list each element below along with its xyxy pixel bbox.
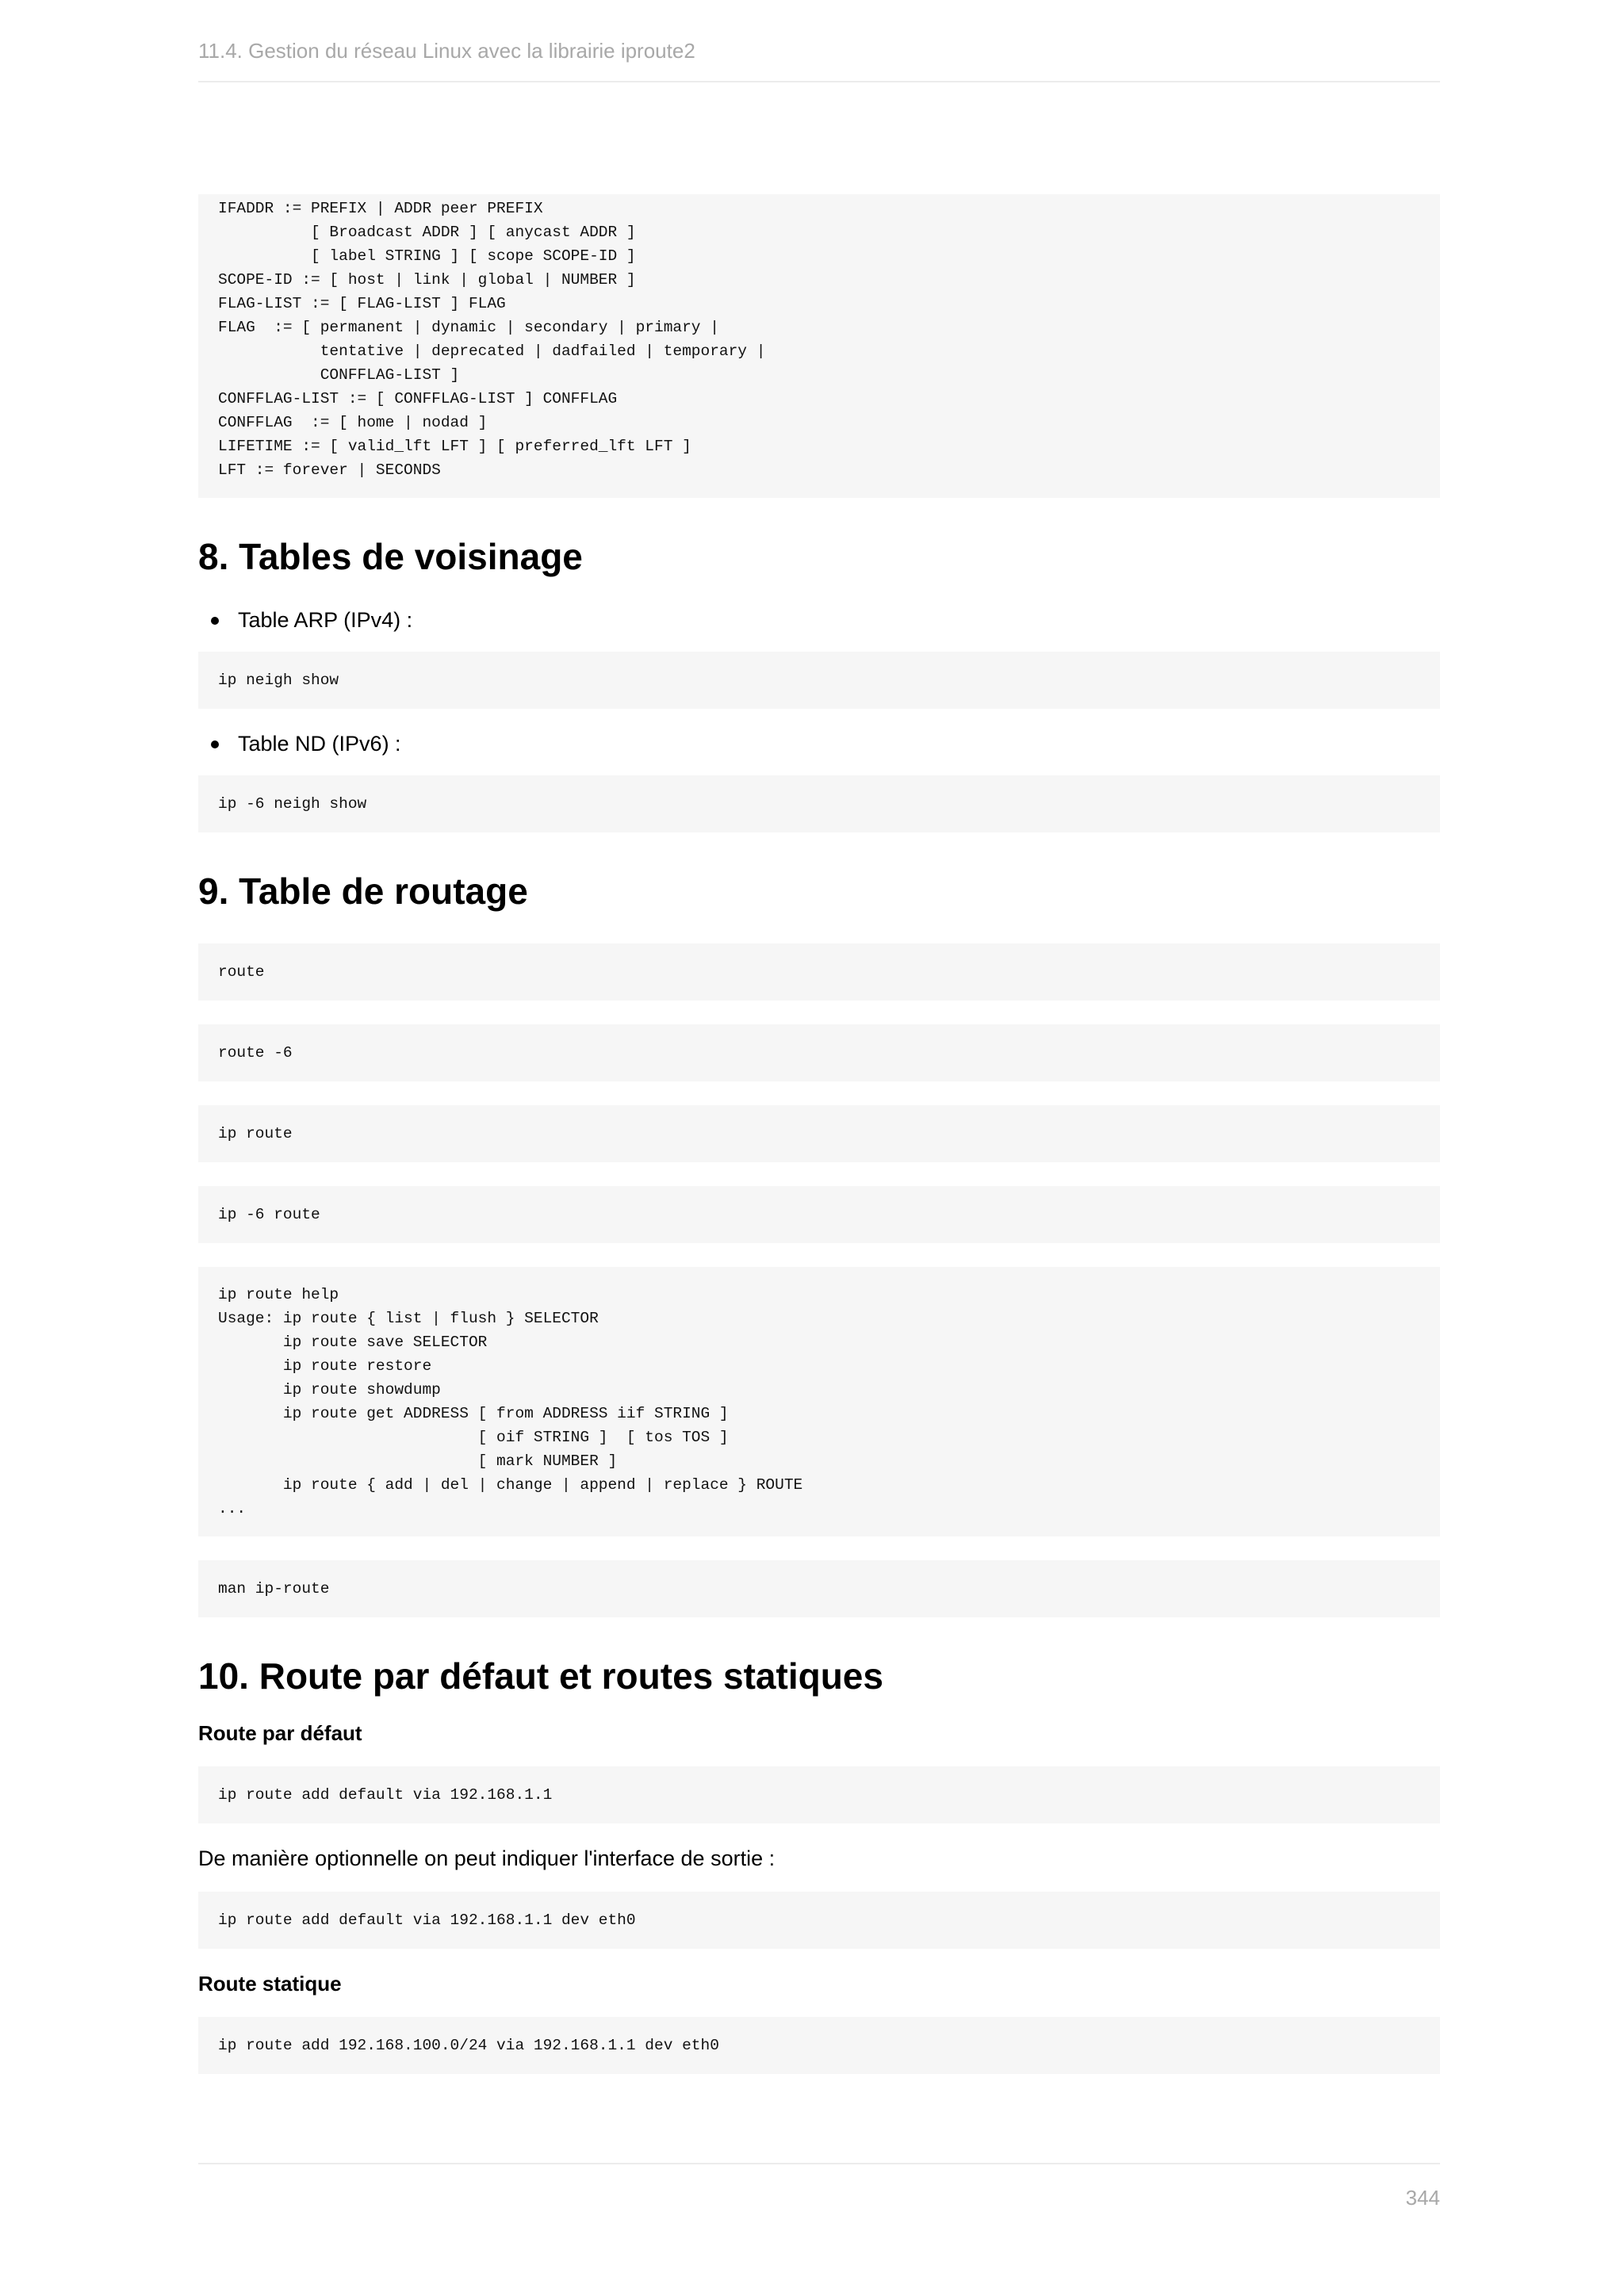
list-item-nd (198, 728, 1440, 760)
code-block-default-route: ip route add default via 192.168.1.1 (198, 1766, 1440, 1823)
list-item-arp (198, 604, 1440, 636)
code-block-ip-neigh-show: ip neigh show (198, 652, 1440, 709)
code-block-default-route-dev: ip route add default via 192.168.1.1 dev eth0 (198, 1892, 1440, 1949)
page-number: 344 (1405, 2186, 1440, 2210)
bullet-icon (211, 740, 219, 748)
code-block-ifaddr: IFADDR := PREFIX | ADDR peer PREFIX [ Broadcast ADDR ] [ anycast ADDR ] [ label STRING ] [ scope SCOPE-ID ] SCOPE-ID := [ host | link | global | NUMBER ] FLAG-LIST := [ FLAG-LIST ] FLAG FLAG := [ permanent | dynamic | secondary | primary | tentative | deprecated | dadfailed | temporary | CONFFLAG-LIST ] CONFFLAG-LIST := [ CONFFLAG-LIST ] CONFFLAG CONFFLAG := [ home | nodad ] LIFETIME := [ valid_lft LFT ] [ preferred_lft LFT ] LFT := forever | SECONDS (198, 194, 1440, 498)
code-block-ip6-neigh-show: ip -6 neigh show (198, 775, 1440, 832)
code-block-route: route (198, 943, 1440, 1001)
section-heading-table-de-routage: 9. Table de routage (198, 871, 528, 912)
code-block-ip-route: ip route (198, 1105, 1440, 1162)
list-item-label: Table ND (IPv6) : (238, 732, 401, 756)
page-content (198, 194, 1440, 2074)
list-item-label: Table ARP (IPv4) : (238, 608, 413, 632)
page-footer (198, 2163, 1440, 2210)
subheading-route-par-defaut: Route par défaut (198, 1721, 362, 1745)
bullet-icon (211, 617, 219, 625)
paragraph-interface-de-sortie: De manière optionnelle on peut indiquer l'interface de sortie : (198, 1846, 776, 1870)
code-block-ip-route-help: ip route help Usage: ip route { list | flush } SELECTOR ip route save SELECTOR ip route restore ip route showdump ip route get ADDRESS [ from ADDRESS iif STRING ] [ oif STRING ] [ tos TOS ] [ mark NUMBER ] ip route { add | del | change | append | replace } ROUTE ... (198, 1267, 1440, 1536)
subheading-route-statique: Route statique (198, 1972, 342, 1996)
section-heading-tables-de-voisinage: 8. Tables de voisinage (198, 536, 583, 577)
code-block-route6: route -6 (198, 1024, 1440, 1081)
section-heading-route-par-defaut: 10. Route par défaut et routes statiques (198, 1655, 883, 1697)
code-block-man-ip-route: man ip-route (198, 1560, 1440, 1617)
code-block-ip6-route: ip -6 route (198, 1186, 1440, 1243)
code-block-static-route: ip route add 192.168.100.0/24 via 192.168.1.1 dev eth0 (198, 2017, 1440, 2074)
running-header: 11.4. Gestion du réseau Linux avec la librairie iproute2 (198, 35, 1440, 82)
